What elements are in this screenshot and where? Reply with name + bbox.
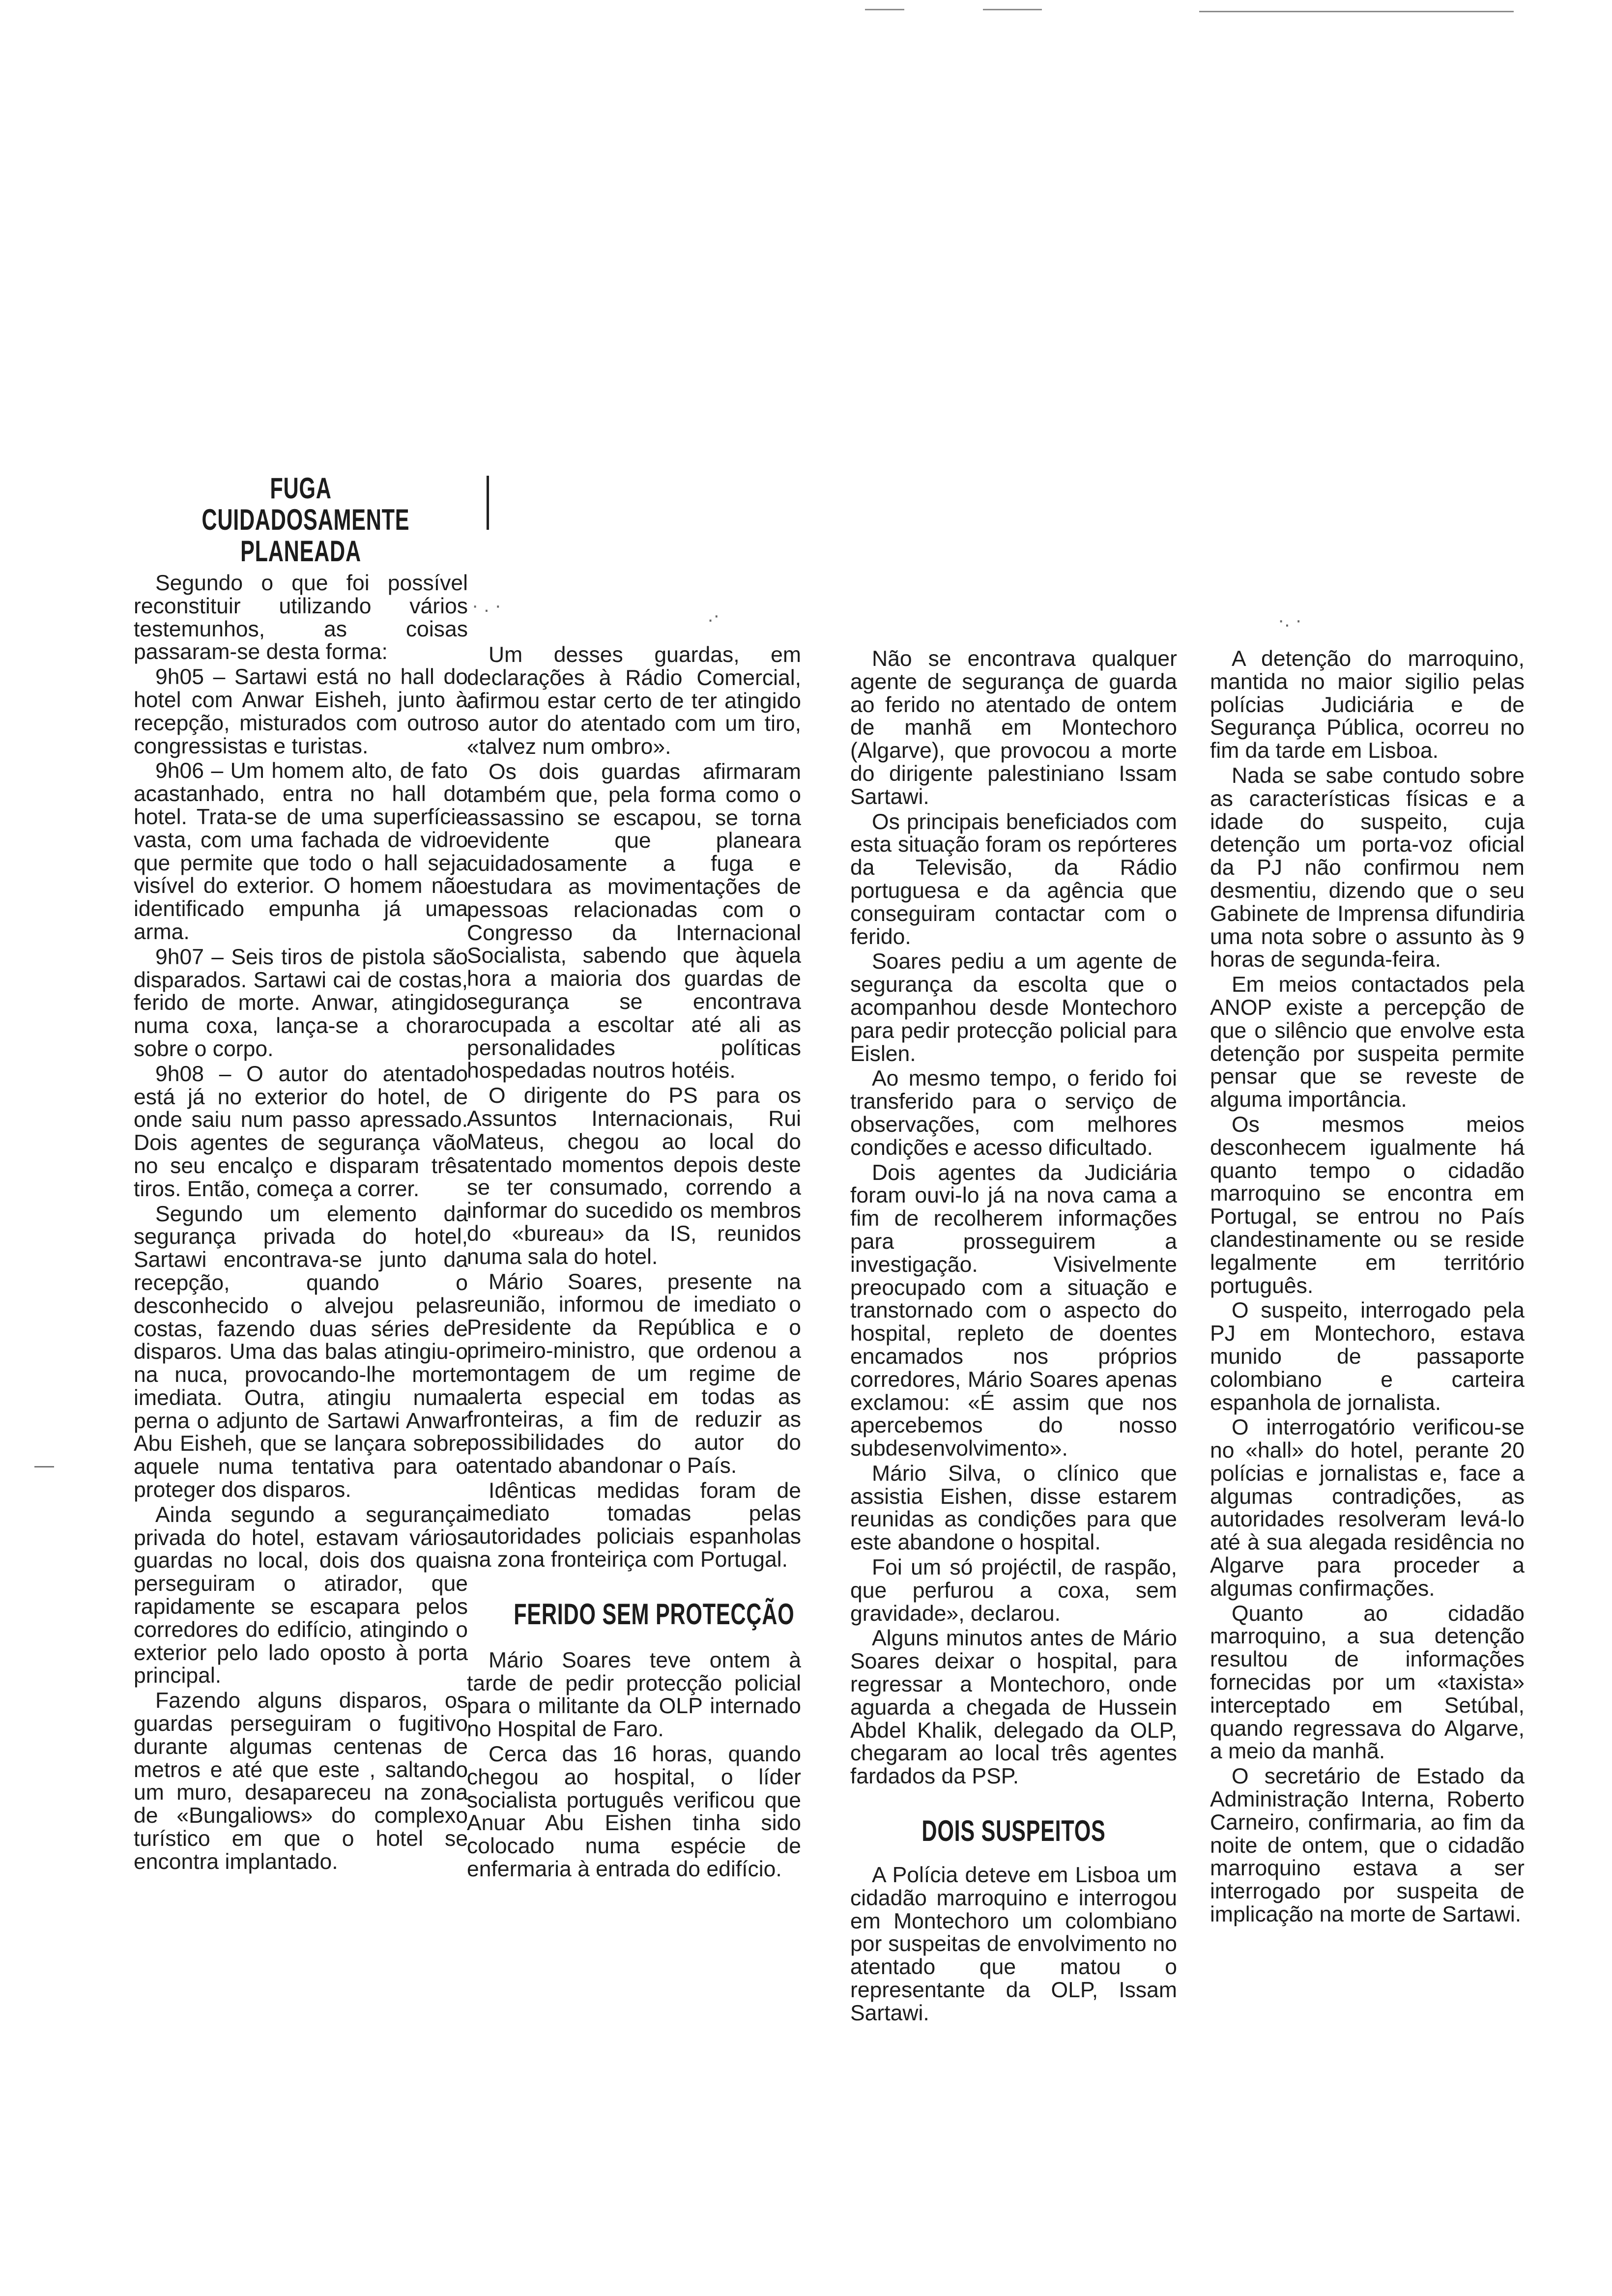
paragraph: Segundo o que foi possível reconstituir utilizando vários testemunhos, as coisas passaram-se desta forma: <box>134 571 468 664</box>
paragraph: Em meios contactados pela ANOP existe a percepção de que o silêncio que envolve esta detenção por suspeita permite pensar que se reveste de alguma importância. <box>1210 973 1525 1112</box>
paragraph: O dirigente do PS para os Assuntos Internacionais, Rui Mateus, chegou ao local do atentado momentos depois deste se ter consumado, correndo a informar do sucedido os membros do «bureau» da IS, reunidos numa sala do hotel. <box>467 1084 801 1269</box>
paragraph: Foi um só projéctil, de raspão, que perfurou a coxa, sem gravidade», declarou. <box>850 1555 1177 1626</box>
scan-rule <box>865 9 904 10</box>
paragraph: Quanto ao cidadão marroquino, a sua detenção resultou de informações fornecidas por um «taxista» interceptado em Setúbal, quando regressava do Algarve, a meio da manhã. <box>1210 1601 1525 1764</box>
scan-speck: ·. · <box>1278 609 1302 631</box>
paragraph: Cerca das 16 horas, quando chegou ao hospital, o líder socialista português verificou que Anuar Abu Eishen tinha sido colocado numa espécie de enfermaria à entrada do edifício. <box>467 1742 801 1882</box>
paragraph: O secretário de Estado da Administração Interna, Roberto Carneiro, confirmaria, ao fim da noite de ontem, que o cidadão marroquino estava a ser interrogado por suspeita de implicação na morte de Sartawi. <box>1210 1764 1525 1927</box>
paragraph: O suspeito, interrogado pela PJ em Montechoro, estava munido de passaporte colombiano e carteira espanhola de jornalista. <box>1210 1298 1525 1415</box>
paragraph: Soares pediu a um agente de segurança da escolta que o acompanhou desde Montechoro para pedir protecção policial para Eislen. <box>850 949 1177 1066</box>
paragraph: Mário Soares, presente na reunião, informou de imediato o Presidente da República e o primeiro-ministro, que ordenou a montagem de um regime de alerta especial em todas as fronteiras, a fim de reduzir as possibilidades do autor do atentado abandonar o País. <box>467 1269 801 1478</box>
paragraph: Fazendo alguns disparos, os guardas perseguiram o fugitivo durante algumas centenas de metros e até que este , saltando um muro, desapareceu na zona de «Bungaliows» do complexo turístico em que o hotel se encontra implantado. <box>134 1689 468 1874</box>
paragraph: Idênticas medidas foram de imediato tomadas pelas autoridades policiais espanholas na zona fronteiriça com Portugal. <box>467 1478 801 1572</box>
paragraph: Mário Soares teve ontem à tarde de pedir protecção policial para o militante da OLP internado no Hospital de Faro. <box>467 1648 801 1742</box>
paragraph: Ainda segundo a segurança privada do hotel, estavam vários guardas no local, dois dos quais perseguiram o atirador, que rapidamente se escapara pelos corredores do edifício, atingindo o exterior pelo lado oposto à porta principal. <box>134 1502 468 1688</box>
scan-rule <box>1199 11 1514 12</box>
paragraph: Nada se sabe contudo sobre as características físicas e a idade do suspeito, cuja detenção um porta-voz oficial da PJ não confirmou nem desmentiu, dizendo que o seu Gabinete de Imprensa difundiria uma nota sobre o assunto às 9 horas de segunda-feira. <box>1210 763 1525 972</box>
paragraph: 9h08 – O autor do atentado está já no exterior do hotel, de onde saiu num passo apressado. Dois agentes de segurança vão no seu encalço e disparam três tiros. Então, começa a correr. <box>134 1062 468 1201</box>
column-3 <box>850 648 1177 2027</box>
section-heading: FERIDO SEM PROTECÇÃO <box>514 1597 795 1631</box>
paragraph: O interrogatório verificou-se no «hall» do hotel, perante 20 polícias e jornalistas e, face a algumas contradições, as autoridades resolveram levá-lo até à sua alegada residência no Algarve para proceder a algumas confirmações. <box>1210 1415 1525 1601</box>
column-1 <box>134 473 468 1876</box>
scan-rule <box>983 9 1042 10</box>
paragraph: A detenção do marroquino, mantida no maior sigilio pelas polícias Judiciária e de Segurança Pública, ocorreu no fim da tarde em Lisboa. <box>1210 647 1525 763</box>
column-2 <box>467 644 801 1883</box>
section-heading: DOIS SUSPEITOS <box>921 1814 1106 1848</box>
paragraph: Ao mesmo tempo, o ferido foi transferido para o serviço de observações, com melhores condições e acesso dificultado. <box>850 1066 1177 1160</box>
paragraph: 9h06 – Um homem alto, de fato acastanhado, entra no hall do hotel. Trata-se de uma superfície vasta, com uma fachada de vidro que permite que todo o hall seja visível do exterior. O homem não identificado empunha já uma arma. <box>134 759 468 944</box>
paragraph: Dois agentes da Judiciária foram ouvi-lo já na nova cama a fim de recolherem informações para prosseguirem a investigação. Visivelmente preocupado com a situação e transtornado com o aspecto do hospital, repleto de doentes encamados nos próprios corredores, Mário Soares apenas exclamou: «É assim que nos apercebemos do nosso subdesenvolvimento». <box>850 1160 1177 1461</box>
paragraph: Não se encontrava qualquer agente de segurança de guarda ao ferido no atentado de ontem de manhã em Montechoro (Algarve), que provocou a morte do dirigente palestiniano Issam Sartawi. <box>850 647 1177 809</box>
column-4 <box>1210 648 1525 1928</box>
scan-speck: · . · <box>472 595 501 616</box>
paragraph: 9h07 – Seis tiros de pistola são disparados. Sartawi cai de costas, ferido de morte. Anwar, atingido numa coxa, lança-se a chorar sobre o corpo. <box>134 945 468 1061</box>
paragraph: Os mesmos meios desconhecem igualmente há quanto tempo o cidadão marroquino se encontra em Portugal, se entrou no País clandestinamente ou se reside legalmente em território português. <box>1210 1112 1525 1298</box>
scan-speck: — <box>34 1455 54 1476</box>
paragraph: Um desses guardas, em declarações à Rádio Comercial, afirmou estar certo de ter atingido o autor do atentado com um tiro, «talvez num ombro». <box>467 643 801 759</box>
paragraph: Os principais beneficiados com esta situação foram os repórteres da Televisão, da Rádio portuguesa e da agência que conseguiram contactar com o ferido. <box>850 809 1177 949</box>
paragraph: Os dois guardas afirmaram também que, pela forma como o assassino se escapou, se torna evidente que planeara cuidadosamente a fuga e estudara as movimentações de pessoas relacionadas com o Congresso da Internacional Socialista, sabendo que àquela hora a maioria dos guardas de segurança se encontrava ocupada a escoltar até ali as personalidades políticas hospedadas noutros hotéis. <box>467 759 801 1083</box>
paragraph: A Polícia deteve em Lisboa um cidadão marroquino e interrogou em Montechoro um colombiano por suspeitas de envolvimento no atentado que matou o representante da OLP, Issam Sartawi. <box>850 1863 1177 2025</box>
paragraph: 9h05 – Sartawi está no hall do hotel com Anwar Eisheh, junto à recepção, misturados com outros congressistas e turistas. <box>134 665 468 758</box>
scan-speck: .· <box>708 604 720 626</box>
column-divider <box>487 476 489 530</box>
paragraph: Alguns minutos antes de Mário Soares deixar o hospital, para regressar a Montechoro, onde aguarda a chegada de Hussein Abdel Khalik, delegado da OLP, chegaram ao local três agentes fardados da PSP. <box>850 1626 1177 1789</box>
paragraph: Mário Silva, o clínico que assistia Eishen, disse estarem reunidas as condições para que este abandone o hospital. <box>850 1461 1177 1555</box>
paragraph: Segundo um elemento da segurança privada do hotel, Sartawi encontrava-se junto da recepção, quando o desconhecido o alvejou pelas costas, fazendo duas séries de disparos. Uma das balas atingiu-o na nuca, provocando-lhe morte imediata. Outra, atingiu numa perna o adjunto de Sartawi Anwar Abu Eisheh, que se lançara sobre aquele numa tentativa para o proteger dos disparos. <box>134 1202 468 1502</box>
section-heading: FUGA CUIDADOSAMENTE PLANEADA <box>202 472 410 568</box>
